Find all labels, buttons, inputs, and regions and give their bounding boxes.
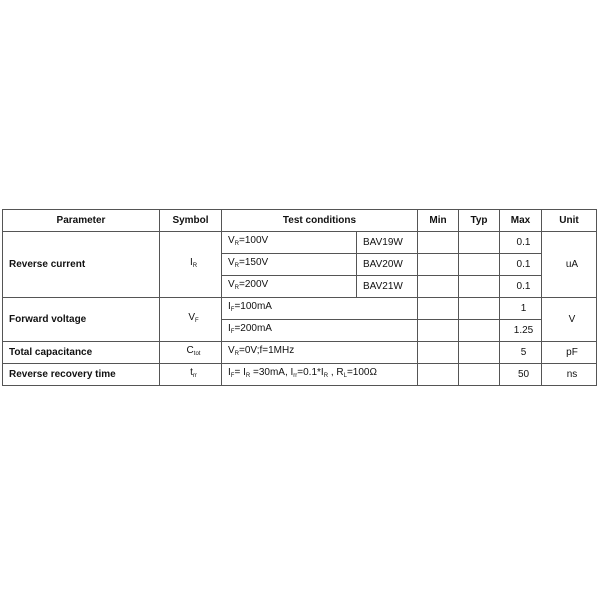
typ-cell bbox=[459, 342, 500, 364]
device-cell: BAV19W bbox=[357, 232, 418, 254]
min-cell bbox=[418, 276, 459, 298]
max-cell: 0.1 bbox=[500, 254, 542, 276]
symbol-vf: $V_F$ bbox=[160, 298, 222, 342]
unit-cell: pF bbox=[542, 342, 597, 364]
table-row bbox=[3, 364, 597, 386]
condition-cell: $I_F=100mA$ bbox=[222, 298, 418, 320]
param-forward-voltage: Forward voltage bbox=[3, 298, 160, 342]
max-cell: 0.1 bbox=[500, 276, 542, 298]
symbol-ir: $I_R$ bbox=[160, 232, 222, 298]
min-cell bbox=[418, 364, 459, 386]
device-cell: BAV21W bbox=[357, 276, 418, 298]
unit-cell: ns bbox=[542, 364, 597, 386]
table-row bbox=[3, 298, 597, 320]
condition-cell: $V_R=200V$ bbox=[222, 276, 357, 298]
max-cell: 5 bbox=[500, 342, 542, 364]
typ-cell bbox=[459, 320, 500, 342]
min-cell bbox=[418, 232, 459, 254]
electrical-characteristics-table bbox=[2, 209, 597, 386]
header-parameter: Parameter bbox=[3, 210, 160, 232]
header-typ: Typ bbox=[459, 210, 500, 232]
table-row bbox=[3, 232, 597, 254]
max-cell: 1.25 bbox=[500, 320, 542, 342]
param-reverse-current: Reverse current bbox=[3, 232, 160, 298]
condition-cell: $V_R=0V;f=1MHz$ bbox=[222, 342, 418, 364]
header-symbol: Symbol bbox=[160, 210, 222, 232]
typ-cell bbox=[459, 298, 500, 320]
header-max: Max bbox=[500, 210, 542, 232]
header-row bbox=[3, 210, 597, 232]
symbol-trr: $t_{rr}$ bbox=[160, 364, 222, 386]
typ-cell bbox=[459, 364, 500, 386]
max-cell: 50 bbox=[500, 364, 542, 386]
table-row bbox=[3, 342, 597, 364]
condition-cell: $I_F=200mA$ bbox=[222, 320, 418, 342]
header-test-conditions: Test conditions bbox=[222, 210, 418, 232]
condition-cell: $V_R=150V$ bbox=[222, 254, 357, 276]
unit-cell: V bbox=[542, 298, 597, 342]
param-reverse-recovery-time: Reverse recovery time bbox=[3, 364, 160, 386]
typ-cell bbox=[459, 276, 500, 298]
symbol-ctot: $C_{tot}$ bbox=[160, 342, 222, 364]
max-cell: 1 bbox=[500, 298, 542, 320]
device-cell: BAV20W bbox=[357, 254, 418, 276]
min-cell bbox=[418, 342, 459, 364]
typ-cell bbox=[459, 254, 500, 276]
param-total-capacitance: Total capacitance bbox=[3, 342, 160, 364]
header-unit: Unit bbox=[542, 210, 597, 232]
min-cell bbox=[418, 298, 459, 320]
header-min: Min bbox=[418, 210, 459, 232]
condition-cell: $V_R=100V$ bbox=[222, 232, 357, 254]
unit-cell: uA bbox=[542, 232, 597, 298]
min-cell bbox=[418, 254, 459, 276]
typ-cell bbox=[459, 232, 500, 254]
condition-cell: $I_F= I_R =30mA$, $I_{rr}=0.1*I_R$ , $R_L=100\Omega$ bbox=[222, 364, 418, 386]
max-cell: 0.1 bbox=[500, 232, 542, 254]
min-cell bbox=[418, 320, 459, 342]
